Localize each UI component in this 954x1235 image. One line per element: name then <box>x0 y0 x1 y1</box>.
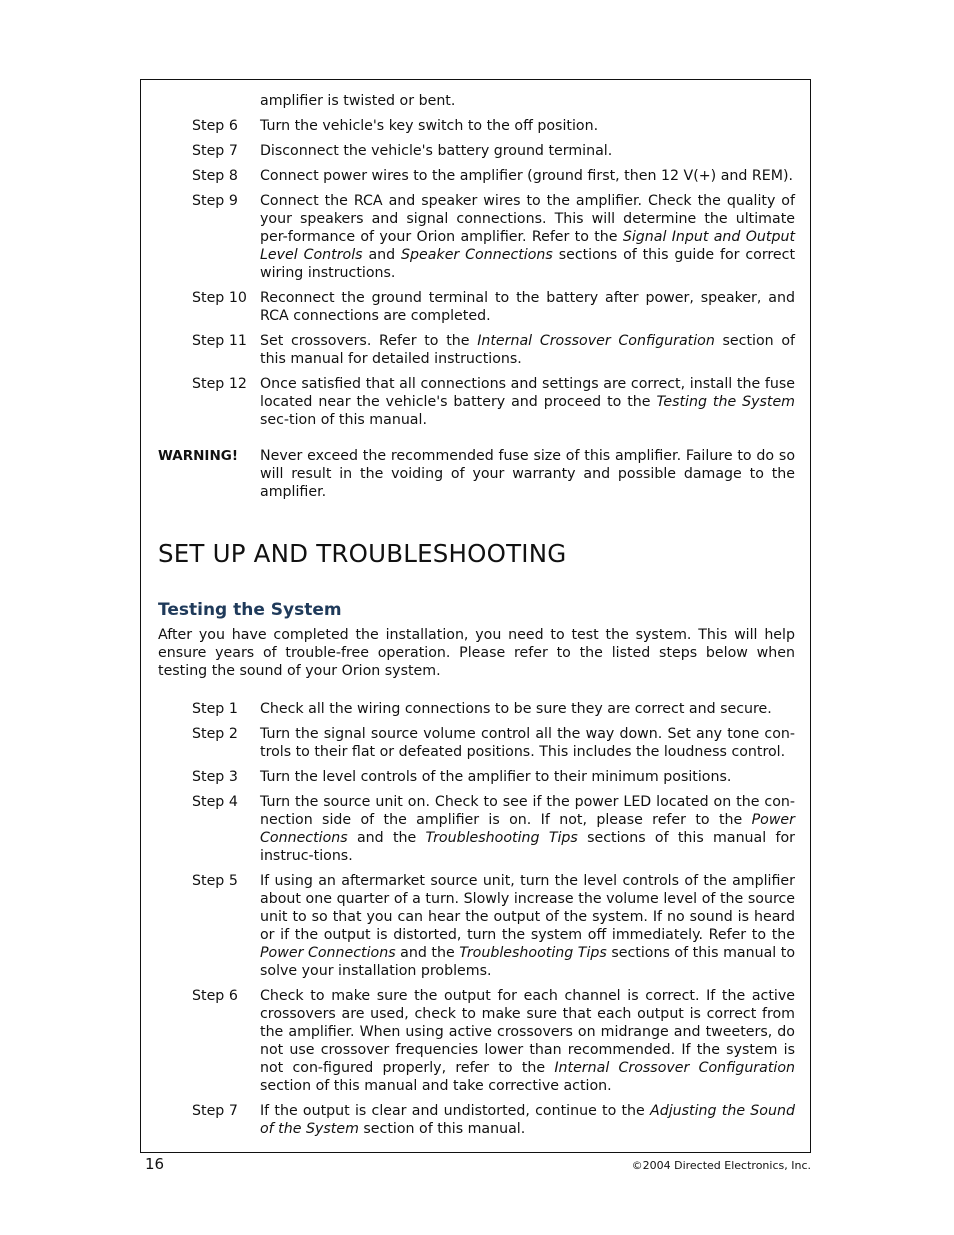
section-title: SET UP AND TROUBLESHOOTING <box>158 539 567 568</box>
step-label: Step 1 <box>192 701 238 717</box>
step-text-segment: Once satisfied that all connections and settings are correct, install the fuse located near the vehicle's battery and proceed to the <box>260 376 795 410</box>
step-item <box>158 987 795 1095</box>
step-text <box>260 289 795 325</box>
copyright-notice: ©2004 Directed Electronics, Inc. <box>631 1159 811 1172</box>
step-text-segment: Turn the vehicle's key switch to the off position. <box>260 118 599 134</box>
step-reference: Internal Crossover Configuration <box>477 333 715 349</box>
step-text-segment: Reconnect the ground terminal to the battery after power, speaker, and RCA connections are completed. <box>260 290 795 324</box>
step-text-segment: section of this manual for detailed instructions. <box>260 333 796 367</box>
step-text <box>260 987 795 1095</box>
step-label: Step 3 <box>192 769 238 785</box>
step-text-segment: sections of this manual to solve your installation problems. <box>260 945 795 979</box>
step-text <box>260 793 795 865</box>
step-reference: Testing the System <box>656 394 795 410</box>
step-reference: Internal Crossover Configuration <box>554 1060 796 1076</box>
step-text-segment: If using an aftermarket source unit, turn the level controls of the amplifier about one quarter of a turn. Slowly increase the volume level of the source unit to so that you can hear the output of the system. If no sound is heard or if the output is distorted, turn the system off immediately. Refer to the <box>260 873 795 943</box>
step-text-segment: sections of this guide for correct wiring instructions. <box>260 247 796 281</box>
testing-steps-list <box>158 700 795 1138</box>
subsection-title: Testing the System <box>158 600 342 620</box>
step-label: Step 12 <box>192 376 247 392</box>
step-text-segment: Disconnect the vehicle's battery ground terminal. <box>260 143 613 159</box>
step-reference: Signal Input and Output Level Controls <box>260 229 796 263</box>
step-item <box>158 872 795 980</box>
step-text-segment: sections of this manual for instruc-tions. <box>260 830 795 864</box>
step-text <box>260 167 795 185</box>
step-text <box>260 768 795 786</box>
step-text <box>260 375 795 429</box>
step-label: Step 7 <box>192 143 238 159</box>
step-item <box>158 700 795 718</box>
step-label: Step 7 <box>192 1103 238 1119</box>
step-label: Step 9 <box>192 193 238 209</box>
step-text-segment: Connect the RCA and speaker wires to the amplifier. Check the quality of your speakers and signal connections. This will determine the ultimate per-formance of your Orion amplifier. Refer to the <box>260 193 795 245</box>
step-item <box>158 192 795 282</box>
step-reference: Power Connections <box>260 945 396 961</box>
step-item <box>158 375 795 429</box>
step-text <box>260 872 795 980</box>
step-text-segment: section of this manual and take corrective action. <box>260 1078 612 1094</box>
step-text-segment: Check all the wiring connections to be sure they are correct and secure. <box>260 701 772 717</box>
step-text-segment: If the output is clear and undistorted, continue to the <box>260 1103 651 1119</box>
step-text <box>260 332 795 368</box>
step-text-segment: section of this manual. <box>358 1121 526 1137</box>
step-item <box>158 1102 795 1138</box>
step-item <box>158 768 795 786</box>
step-item <box>158 117 795 135</box>
step-text-segment: and the <box>347 830 426 846</box>
step-reference: Adjusting the Sound of the System <box>260 1103 795 1137</box>
warning-block <box>158 447 795 501</box>
step-reference: Power Connections <box>260 812 795 846</box>
step-label: Step 10 <box>192 290 247 306</box>
step-item <box>158 332 795 368</box>
step-item <box>158 725 795 761</box>
step-text <box>260 700 795 718</box>
warning-label: WARNING! <box>158 448 238 464</box>
step-text <box>260 1102 795 1138</box>
step-text-segment: Turn the signal source volume control all the way down. Set any tone con-trols to their flat or defeated positions. This includes the loudness control. <box>260 726 795 760</box>
page-number: 16 <box>145 1155 165 1173</box>
step-label: Step 5 <box>192 873 238 889</box>
step-item <box>158 167 795 185</box>
step-label: Step 6 <box>192 118 238 134</box>
step-continuation: amplifier is twisted or bent. <box>260 93 456 109</box>
step-text-segment: Turn the level controls of the amplifier to their minimum positions. <box>260 769 732 785</box>
step-reference: Troubleshooting Tips <box>425 830 578 846</box>
step-text-segment: Check to make sure the output for each channel is correct. If the active crossovers are used, check to make sure that each output is correct from the amplifier. When using active crossovers on midrange and tweeters, do not use crossover frequencies lower than recommended. If the system is not con-figured properly, refer to the <box>260 988 795 1076</box>
step-reference: Speaker Connections <box>401 247 553 263</box>
step-text-segment: sec-tion of this manual. <box>260 412 427 428</box>
step-item <box>158 142 795 160</box>
step-label: Step 4 <box>192 794 238 810</box>
step-text <box>260 725 795 761</box>
step-item <box>158 289 795 325</box>
install-steps-list <box>158 117 795 429</box>
intro-paragraph: After you have completed the installation, you need to test the system. This will help ensure years of trouble-free operation. Please refer to the listed steps below when testing the sound of your Orion system. <box>158 627 795 679</box>
page-content <box>158 92 795 1145</box>
step-text <box>260 142 795 160</box>
step-label: Step 2 <box>192 726 238 742</box>
step-label: Step 8 <box>192 168 238 184</box>
step-reference: Troubleshooting Tips <box>459 945 607 961</box>
step-text-segment: Set crossovers. Refer to the <box>260 333 478 349</box>
step-label: Step 6 <box>192 988 238 1004</box>
step-text-segment: Connect power wires to the amplifier (ground first, then 12 V(+) and REM). <box>260 168 794 184</box>
step-label: Step 11 <box>192 333 247 349</box>
warning-text: Never exceed the recommended fuse size of this amplifier. Failure to do so will result in the voiding of your warranty and possible damage to the amplifier. <box>260 448 795 500</box>
step-text-segment: and the <box>395 945 460 961</box>
step-item <box>158 793 795 865</box>
step-text-segment: Turn the source unit on. Check to see if the power LED located on the con-nection side of the amplifier is on. If not, please refer to the <box>260 794 795 828</box>
step-text-segment: and <box>362 247 402 263</box>
step-text <box>260 117 795 135</box>
step-text <box>260 192 795 282</box>
